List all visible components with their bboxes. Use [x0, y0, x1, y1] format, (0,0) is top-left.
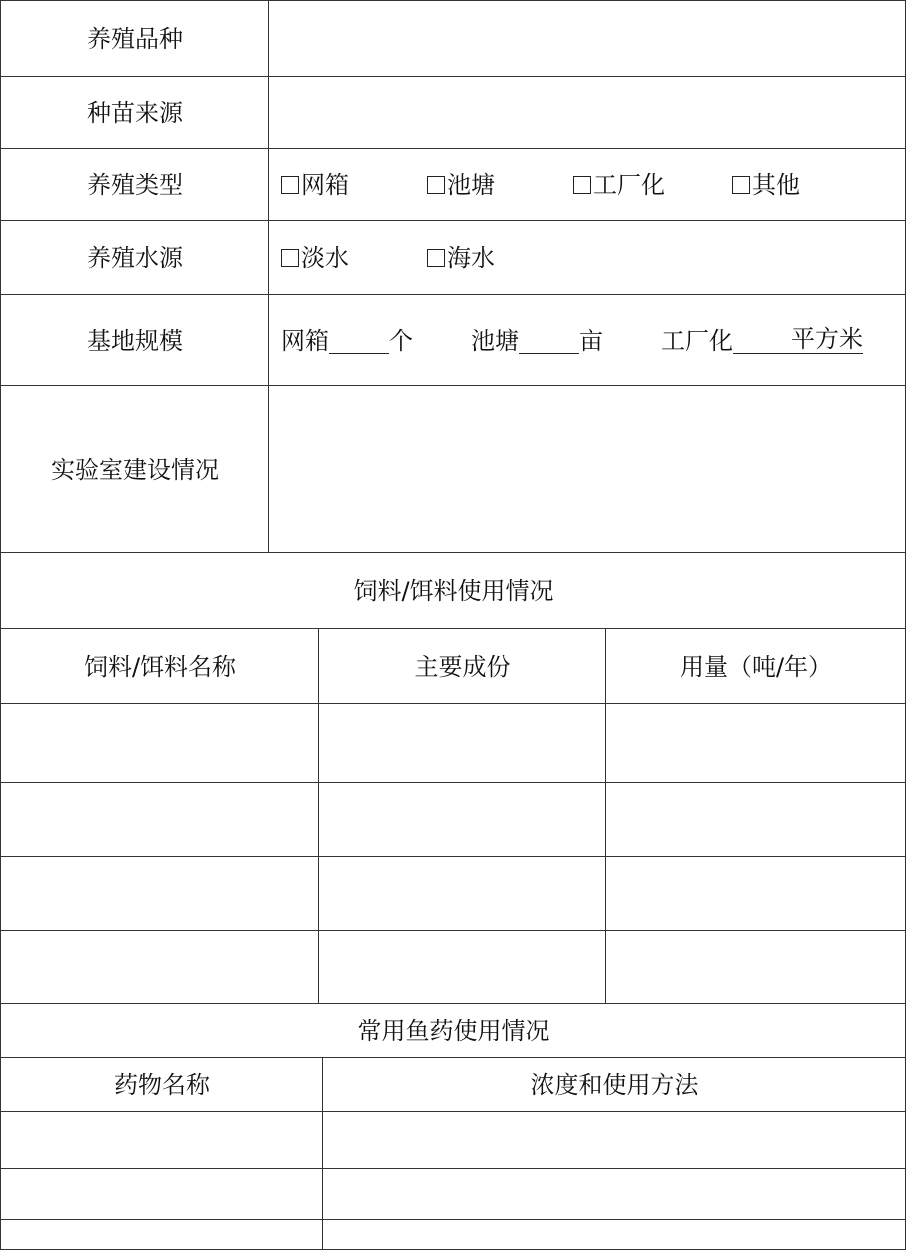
scale-factory-group — [661, 327, 863, 354]
feed-row-4-ingredient[interactable] — [318, 930, 606, 1004]
seed-source-value-cell[interactable] — [268, 76, 906, 149]
feed-row-1-ingredient[interactable] — [318, 703, 606, 783]
drug-row-2-name[interactable] — [0, 1168, 323, 1220]
checkbox-icon[interactable] — [281, 249, 299, 267]
water-source-option-sea[interactable] — [427, 246, 495, 270]
feed-row-4-name[interactable] — [0, 930, 319, 1004]
feed-row-1-name[interactable] — [0, 703, 319, 783]
scale-cage-unit: 个 — [389, 326, 413, 355]
checkbox-icon[interactable] — [732, 176, 750, 194]
farming-type-option-cage[interactable] — [281, 173, 349, 197]
option-label: 池塘 — [447, 171, 495, 199]
scale-factory-label: 工厂化 — [661, 326, 733, 355]
lab-label: 实验室建设情况 — [0, 385, 269, 553]
drug-row-3-method[interactable] — [322, 1219, 906, 1250]
drug-row-1-name[interactable] — [0, 1111, 323, 1169]
farming-type-options-cell — [268, 148, 906, 221]
scale-cage-blank[interactable] — [329, 327, 389, 354]
farming-type-option-other[interactable] — [732, 173, 800, 197]
scale-values-cell — [268, 294, 906, 386]
table-bottom-border — [0, 1249, 906, 1250]
feed-row-2-amount[interactable] — [605, 782, 906, 857]
lab-value-cell[interactable] — [268, 385, 906, 553]
scale-pond-unit: 亩 — [579, 326, 603, 355]
drug-row-2-method[interactable] — [322, 1168, 906, 1220]
option-label: 海水 — [447, 244, 495, 272]
option-label: 网箱 — [301, 171, 349, 199]
feed-row-2-ingredient[interactable] — [318, 782, 606, 857]
checkbox-icon[interactable] — [281, 176, 299, 194]
scale-cage-label: 网箱 — [281, 326, 329, 355]
feed-col-name-header: 饲料/饵料名称 — [0, 628, 319, 704]
scale-label: 基地规模 — [0, 294, 269, 386]
species-label: 养殖品种 — [0, 0, 269, 77]
scale-pond-blank[interactable] — [519, 327, 579, 354]
drug-col-method-header: 浓度和使用方法 — [322, 1057, 906, 1112]
drug-col-name-header: 药物名称 — [0, 1057, 323, 1112]
option-label: 工厂化 — [593, 171, 665, 199]
drug-row-1-method[interactable] — [322, 1111, 906, 1169]
feed-row-3-amount[interactable] — [605, 856, 906, 931]
feed-row-4-amount[interactable] — [605, 930, 906, 1004]
feed-row-2-name[interactable] — [0, 782, 319, 857]
scale-pond-label: 池塘 — [471, 326, 519, 355]
seed-source-label: 种苗来源 — [0, 76, 269, 149]
farming-type-label: 养殖类型 — [0, 148, 269, 221]
drug-row-3-name[interactable] — [0, 1219, 323, 1250]
checkbox-icon[interactable] — [427, 249, 445, 267]
scale-factory-blank[interactable] — [733, 327, 791, 354]
water-source-options-cell — [268, 220, 906, 295]
feed-col-amount-header: 用量（吨/年） — [605, 628, 906, 704]
option-label: 其他 — [752, 171, 800, 199]
checkbox-icon[interactable] — [573, 176, 591, 194]
drug-section-title: 常用鱼药使用情况 — [0, 1003, 906, 1058]
species-value-cell[interactable] — [268, 0, 906, 77]
farming-type-option-pond[interactable] — [427, 173, 495, 197]
farming-type-option-factory[interactable] — [573, 173, 665, 197]
scale-factory-unit: 平方米 — [791, 325, 863, 353]
feed-row-3-ingredient[interactable] — [318, 856, 606, 931]
feed-row-1-amount[interactable] — [605, 703, 906, 783]
scale-cage-group — [281, 327, 413, 354]
feed-row-3-name[interactable] — [0, 856, 319, 931]
feed-section-title: 饲料/饵料使用情况 — [0, 552, 906, 629]
checkbox-icon[interactable] — [427, 176, 445, 194]
option-label: 淡水 — [301, 244, 349, 272]
water-source-option-fresh[interactable] — [281, 246, 349, 270]
scale-pond-group — [471, 327, 603, 354]
feed-col-ingredient-header: 主要成份 — [318, 628, 606, 704]
water-source-label: 养殖水源 — [0, 220, 269, 295]
